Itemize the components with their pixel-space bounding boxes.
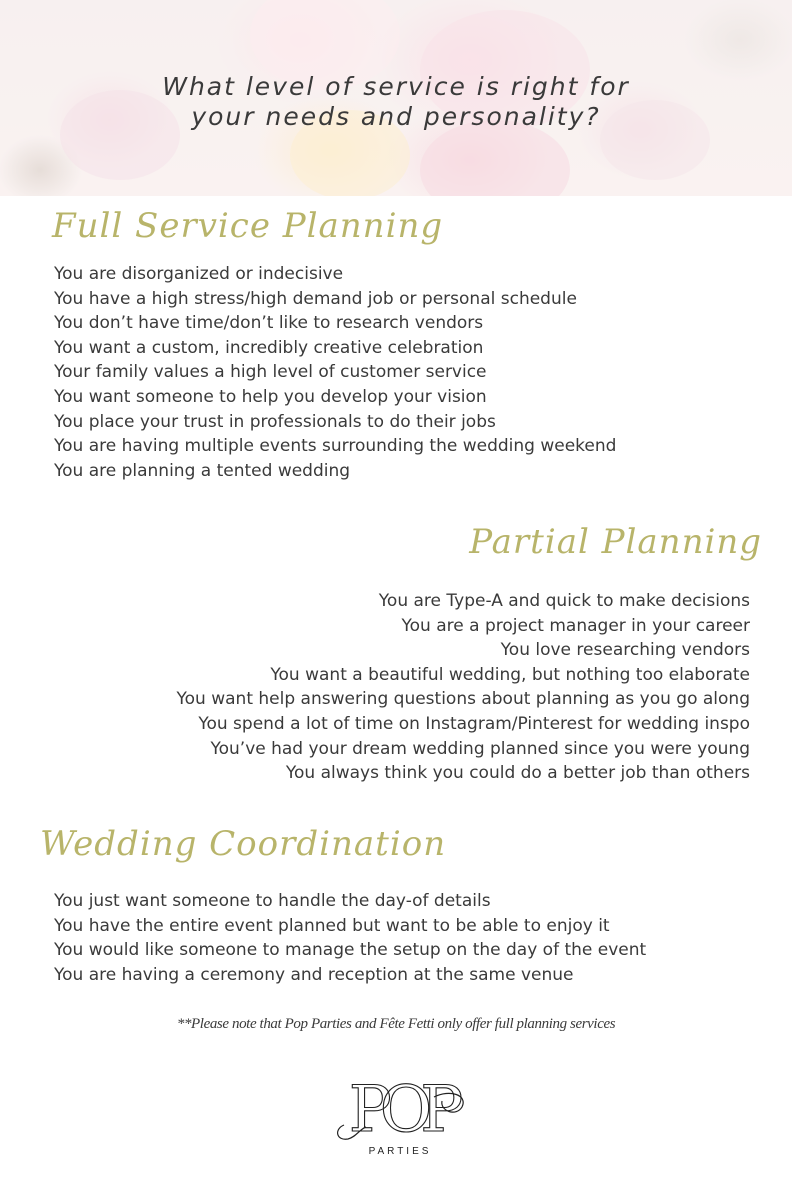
partial-planning-list [177,589,750,786]
list-item: You are planning a tented wedding [54,460,351,481]
list-item: You have the entire event planned but want to be able to enjoy it [54,915,610,936]
page-title-line-2: your needs and personality? [191,102,601,131]
hero-floral-image [0,0,792,196]
list-item: You want a custom, incredibly creative celebration [54,337,484,358]
list-item: You just want someone to handle the day-of details [54,891,491,911]
list-item: You love researching vendors [500,640,750,661]
list-item: You want help answering questions about planning as you go along [176,689,750,710]
full-service-heading: Full Service Planning [52,206,444,246]
list-item: You would like someone to manage the setup on the day of the event [54,940,647,961]
list-item: You place your trust in professionals to do their jobs [54,411,496,432]
page-title-line-1: What level of service is right for [162,72,630,101]
list-item: You are a project manager in your career [401,615,750,636]
list-item: You want someone to help you develop your vision [54,386,487,407]
list-item: Your family values a high level of customer service [54,362,487,383]
partial-planning-heading: Partial Planning [469,522,762,562]
list-item: You are disorganized or indecisive [54,264,344,284]
list-item: You spend a lot of time on Instagram/Pinterest for wedding inspo [198,713,750,734]
list-item: You are Type-A and quick to make decisions [378,591,750,611]
wedding-coordination-heading: Wedding Coordination [40,824,447,864]
list-item: You always think you could do a better job than others [285,763,750,784]
footnote: **Please note that Pop Parties and Fête Fetti only offer full planning services [176,1016,616,1032]
wedding-coordination-list [54,889,646,987]
list-item: You’ve had your dream wedding planned since you were young [210,738,750,759]
list-item: You want a beautiful wedding, but nothing too elaborate [270,664,750,685]
logo-mark: POP [348,1073,452,1147]
full-service-list [54,262,616,483]
list-item: You have a high stress/high demand job or personal schedule [54,288,577,309]
page-title [0,72,792,132]
list-item: You don’t have time/don’t like to research vendors [54,313,484,334]
list-item: You are having a ceremony and reception at the same venue [54,964,574,985]
logo-subtitle: PARTIES [368,1146,432,1157]
list-item: You are having multiple events surrounding the wedding weekend [54,436,617,457]
